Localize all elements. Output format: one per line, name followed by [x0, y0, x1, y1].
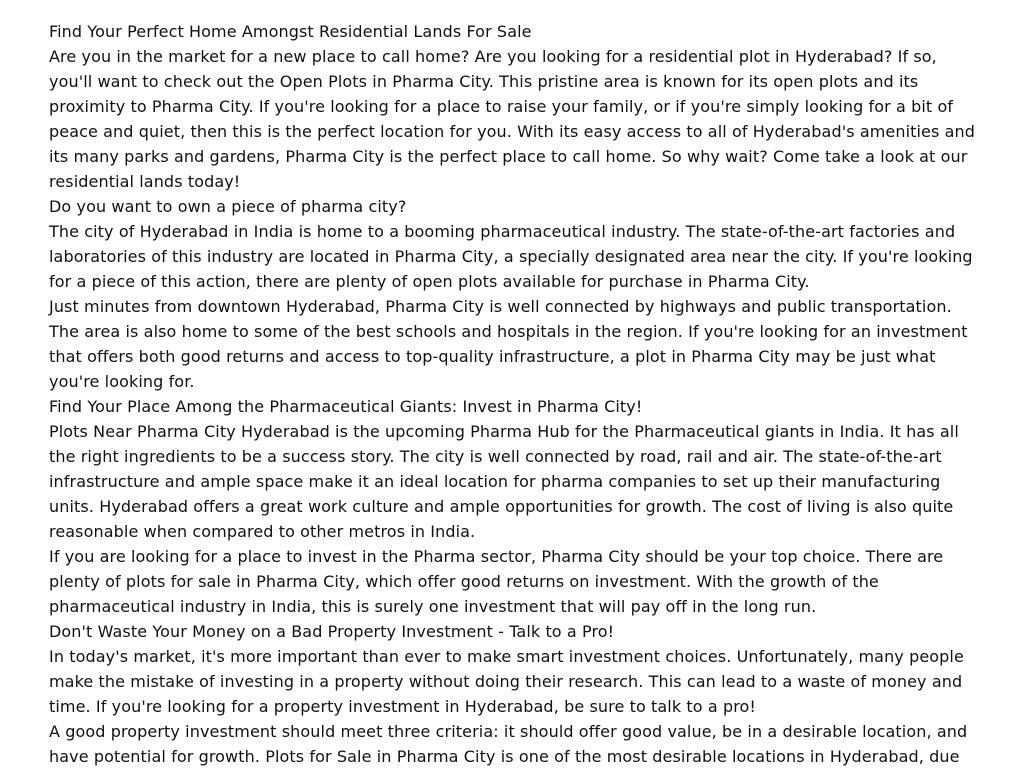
paragraph-pharma-hub: Plots Near Pharma City Hyderabad is the upcoming Pharma Hub for the Pharmaceutical giants in India. It has all the right ingredients to be a success story. The city is well connected by road, rail and air. The state-of-the-art infrastructure and ample space make it an ideal location for pharma companies to set up their manufacturing units. Hyderabad offers a great work culture and ample opportunities for growth. The cost of living is also quite reasonable when compared to other metros in India. [49, 422, 959, 541]
heading-bad-property-investment: Don't Waste Your Money on a Bad Property Investment - Talk to a Pro! [49, 622, 615, 641]
paragraph-minutes-from-downtown: Just minutes from downtown Hyderabad, Pharma City is well connected by highways and public transportation. The area is also home to some of the best schools and hospitals in the region. If you're looking for an investment that offers both good returns and access to top-quality infrastructure, a plot in Pharma City may be just what you're looking for. [49, 297, 968, 391]
heading-own-piece-pharma-city: Do you want to own a piece of pharma city? [49, 197, 407, 216]
heading-find-perfect-home: Find Your Perfect Home Amongst Residential Lands For Sale [49, 22, 532, 41]
paragraph-pharma-industry: The city of Hyderabad in India is home to a booming pharmaceutical industry. The state-of-the-art factories and laboratories of this industry are located in Pharma City, a specially designated area near the city. If you're looking for a piece of this action, there are plenty of open plots available for purchase in Pharma City. [49, 222, 973, 291]
paragraph-three-criteria: A good property investment should meet three criteria: it should offer good value, be in a desirable location, and have potential for growth. Plots for Sale in Pharma City is one of the most desirable locations in Hyderabad, due [49, 722, 968, 766]
paragraph-smart-investment: In today's market, it's more important than ever to make smart investment choices. Unfortunately, many people make the mistake of investing in a property without doing their research. This can lead to a waste of money and time. If you're looking for a property investment in Hyderabad, be sure to talk to a pro! [49, 647, 964, 716]
heading-pharmaceutical-giants: Find Your Place Among the Pharmaceutical Giants: Invest in Pharma City! [49, 397, 643, 416]
article-body [49, 19, 979, 769]
paragraph-invest-pharma-sector: If you are looking for a place to invest in the Pharma sector, Pharma City should be your top choice. There are plenty of plots for sale in Pharma City, which offer good returns on investment. With the growth of the pharmaceutical industry in India, this is surely one investment that will pay off in the long run. [49, 547, 944, 616]
paragraph-residential-plot-intro: Are you in the market for a new place to call home? Are you looking for a residential plot in Hyderabad? If so, you'll want to check out the Open Plots in Pharma City. This pristine area is known for its open plots and its proximity to Pharma City. If you're looking for a place to raise your family, or if you're simply looking for a bit of peace and quiet, then this is the perfect location for you. With its easy access to all of Hyderabad's amenities and its many parks and gardens, Pharma City is the perfect place to call home. So why wait? Come take a look at our residential lands today! [49, 47, 976, 191]
